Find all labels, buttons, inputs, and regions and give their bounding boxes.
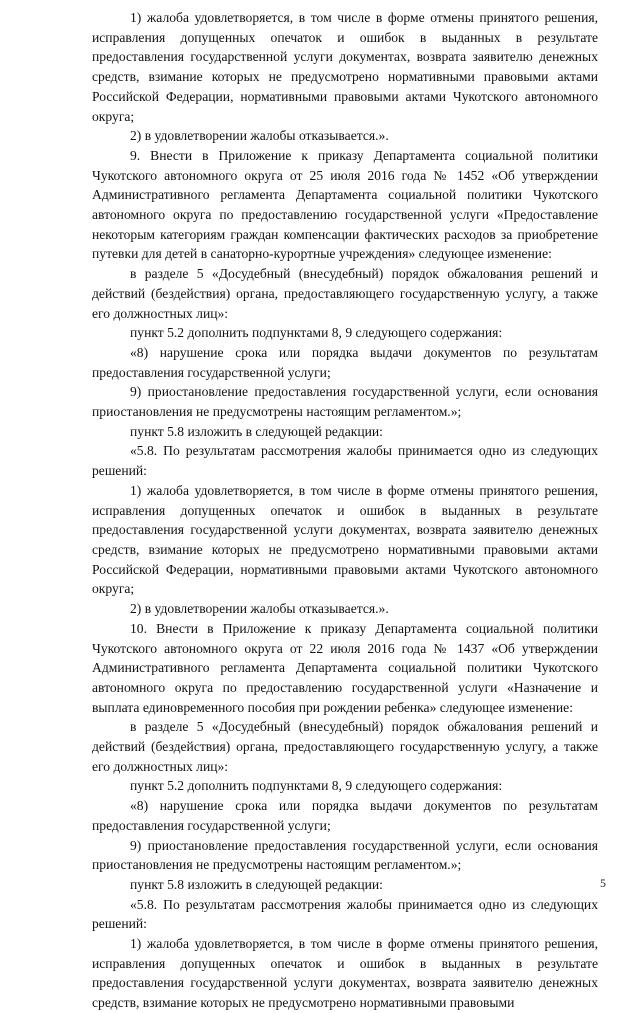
paragraph: 10. Внести в Приложение к приказу Департамента социальной политики Чукотского автономного округа от 22 июля 2016 года № 1437 «Об утверждении Административного регламента Департамента социальной политики Чукотского автономного округа по предоставлению государственной услуги «Назначение и выплата единовременного пособия при рождении ребенка» следующее изменение:	[92, 620, 598, 715]
paragraph: пункт 5.8 изложить в следующей редакции:	[130, 423, 383, 439]
paragraph: 2) в удовлетворении жалобы отказывается.».	[130, 601, 389, 617]
paragraph: пункт 5.2 дополнить подпунктами 8, 9 следующего содержания:	[130, 778, 503, 794]
paragraph: 9) приостановление предоставления государственной услуги, если основания приостановления не предусмотрены настоящим регламентом.»;	[92, 384, 598, 420]
paragraph: пункт 5.2 дополнить подпунктами 8, 9 следующего содержания:	[130, 325, 503, 341]
paragraph: 9. Внести в Приложение к приказу Департамента социальной политики Чукотского автономного округа от 25 июля 2016 года № 1452 «Об утверждении Административного регламента Департамента социальной политики Чукотского автономного округа по предоставлению государственной услуги «Предоставление некоторым категориям граждан компенсации фактических расходов за приобретение путевки для детей в санаторно-курортные учреждения» следующее изменение:	[92, 147, 598, 262]
paragraph: 1) жалоба удовлетворяется, в том числе в форме отмены принятого решения, исправления допущенных опечаток и ошибок в выданных в результате предоставления государственной услуги документах, возврата заявителю денежных средств, взимание которых не предусмотрено нормативными правовыми актами Российской Федерации, нормативными правовыми актами Чукотского автономного округа;	[92, 10, 598, 124]
page-number: 5	[600, 876, 606, 890]
paragraph: 1) жалоба удовлетворяется, в том числе в форме отмены принятого решения, исправления допущенных опечаток и ошибок в выданных в результате предоставления государственной услуги документах, возврата заявителю денежных средств, взимание которых не предусмотрено нормативными правовыми	[92, 936, 598, 1011]
paragraph: «5.8. По результатам рассмотрения жалобы принимается одно из следующих решений:	[92, 443, 598, 479]
paragraph: «8) нарушение срока или порядка выдачи документов по результатам предоставления государственной услуги;	[92, 344, 598, 380]
document-page	[92, 0, 598, 1013]
paragraph: «5.8. По результатам рассмотрения жалобы принимается одно из следующих решений:	[92, 896, 598, 932]
paragraph: 1) жалоба удовлетворяется, в том числе в форме отмены принятого решения, исправления допущенных опечаток и ошибок в выданных в результате предоставления государственной услуги документах, возврата заявителю денежных средств, взимание которых не предусмотрено нормативными правовыми актами Российской Федерации, нормативными правовыми актами Чукотского автономного округа;	[92, 482, 598, 597]
paragraph: «8) нарушение срока или порядка выдачи документов по результатам предоставления государственной услуги;	[92, 798, 598, 833]
paragraph: в разделе 5 «Досудебный (внесудебный) порядок обжалования решений и действий (бездействия) органа, предоставляющего государственную услугу, а также его должностных лиц»:	[92, 719, 598, 774]
paragraph: в разделе 5 «Досудебный (внесудебный) порядок обжалования решений и действий (бездействия) органа, предоставляющего государственную услугу, а также его должностных лиц»:	[92, 266, 598, 321]
paragraph: 2) в удовлетворении жалобы отказывается.».	[130, 128, 389, 144]
paragraph: 9) приостановление предоставления государственной услуги, если основания приостановления не предусмотрены настоящим регламентом.»;	[92, 837, 598, 873]
paragraph: пункт 5.8 изложить в следующей редакции:	[130, 876, 383, 892]
